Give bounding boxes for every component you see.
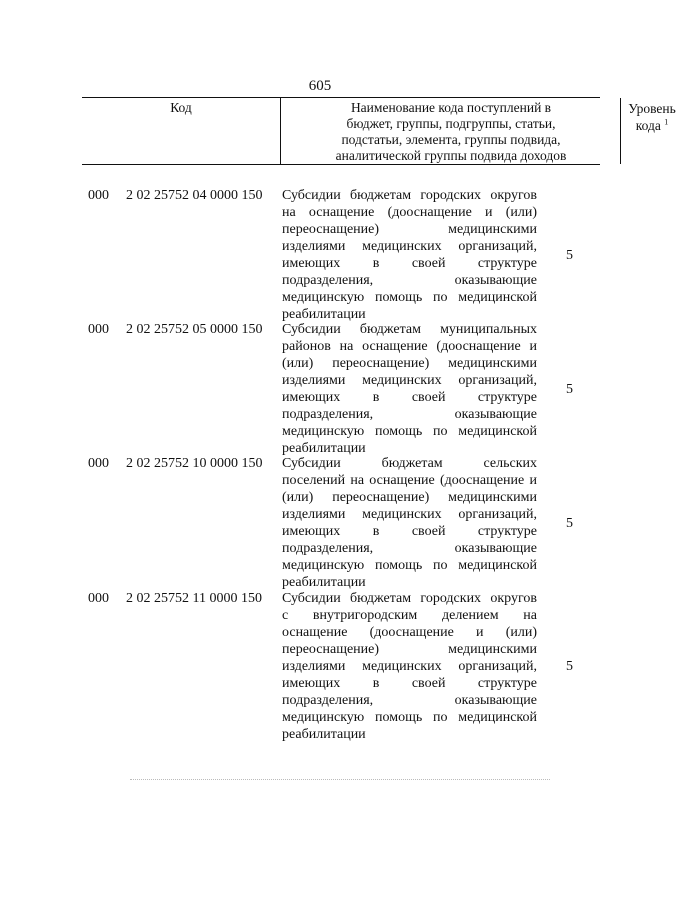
row-name-line: реабилитации	[282, 441, 366, 456]
row-name-line: медицинскую помощь по медицинской	[282, 290, 537, 305]
row-name-line: изделиями медицинских организаций,	[282, 507, 537, 522]
row-code: 2 02 25752 05 0000 150	[126, 322, 263, 337]
header-level-line2	[621, 117, 683, 134]
row-name-line: медицинскую помощь по медицинской	[282, 424, 537, 439]
row-name-line: реабилитации	[282, 727, 366, 742]
header-name-line: аналитической группы подвида доходов	[335, 148, 567, 163]
row-name-line: медицинскую помощь по медицинской	[282, 710, 537, 725]
row-name-line: изделиями медицинских организаций,	[282, 239, 537, 254]
row-name-line: имеющих в своей структуре	[282, 256, 537, 271]
header-code-label: Код	[170, 100, 192, 115]
row-code: 2 02 25752 10 0000 150	[126, 456, 263, 471]
row-name-line: изделиями медицинских организаций,	[282, 373, 537, 388]
row-name-line: Субсидии бюджетам городских округов	[282, 188, 537, 203]
header-level-footnote: 1	[664, 117, 669, 127]
row-name-line: переоснащение) медицинскими	[282, 222, 537, 237]
row-name-line: Субсидии бюджетам городских округов	[282, 591, 537, 606]
row-name-line: (или) переоснащение) медицинскими	[282, 356, 537, 371]
row-name-line: с внутригородским делением на	[282, 608, 537, 623]
row-name-line: имеющих в своей структуре	[282, 676, 537, 691]
row-level: 5	[566, 516, 573, 531]
row-code: 2 02 25752 04 0000 150	[126, 188, 263, 203]
header-code	[82, 98, 280, 164]
row-name-line: Субсидии бюджетам муниципальных	[282, 322, 537, 337]
row-name-line: оснащение (дооснащение и (или)	[282, 625, 537, 640]
row-prefix: 000	[88, 322, 109, 337]
page-number: 605	[308, 78, 332, 94]
header-level-word: кода	[635, 118, 661, 133]
row-name-line: переоснащение) медицинскими	[282, 642, 537, 657]
header-level	[620, 98, 700, 164]
row-code: 2 02 25752 11 0000 150	[126, 591, 262, 606]
row-name	[282, 455, 537, 591]
row-level: 5	[566, 382, 573, 397]
header-level-label: Уровень	[628, 101, 676, 116]
row-name-line: имеющих в своей структуре	[282, 390, 537, 405]
row-name-line: подразделения, оказывающие	[282, 541, 537, 556]
table-header	[82, 97, 676, 165]
row-prefix: 000	[88, 591, 109, 606]
row-name-line: реабилитации	[282, 575, 366, 590]
row-name-line: подразделения, оказывающие	[282, 693, 537, 708]
row-name-line: подразделения, оказывающие	[282, 273, 537, 288]
row-name	[282, 590, 537, 743]
row-name-line: реабилитации	[282, 307, 366, 322]
header-name-line: Наименование кода поступлений в	[350, 100, 552, 115]
row-name-line: районов на оснащение (дооснащение и	[282, 339, 537, 354]
row-level: 5	[566, 659, 573, 674]
row-name-line: медицинскую помощь по медицинской	[282, 558, 537, 573]
row-name-line: (или) переоснащение) медицинскими	[282, 490, 537, 505]
row-name-line: Субсидии бюджетам сельских	[282, 456, 537, 471]
row-name-line: на оснащение (дооснащение и (или)	[282, 205, 537, 220]
header-name-line: подстатьи, элемента, группы подвида,	[341, 132, 561, 147]
divider	[130, 779, 550, 781]
row-prefix: 000	[88, 188, 109, 203]
header-name-line: бюджет, группы, подгруппы, статьи,	[346, 116, 556, 131]
row-name	[282, 187, 537, 323]
header-name	[280, 98, 620, 164]
row-name-line: изделиями медицинских организаций,	[282, 659, 537, 674]
row-name-line: имеющих в своей структуре	[282, 524, 537, 539]
row-level: 5	[566, 248, 573, 263]
row-name-line: поселений на оснащение (дооснащение и	[282, 473, 537, 488]
row-name-line: подразделения, оказывающие	[282, 407, 537, 422]
row-name	[282, 321, 537, 457]
row-prefix: 000	[88, 456, 109, 471]
